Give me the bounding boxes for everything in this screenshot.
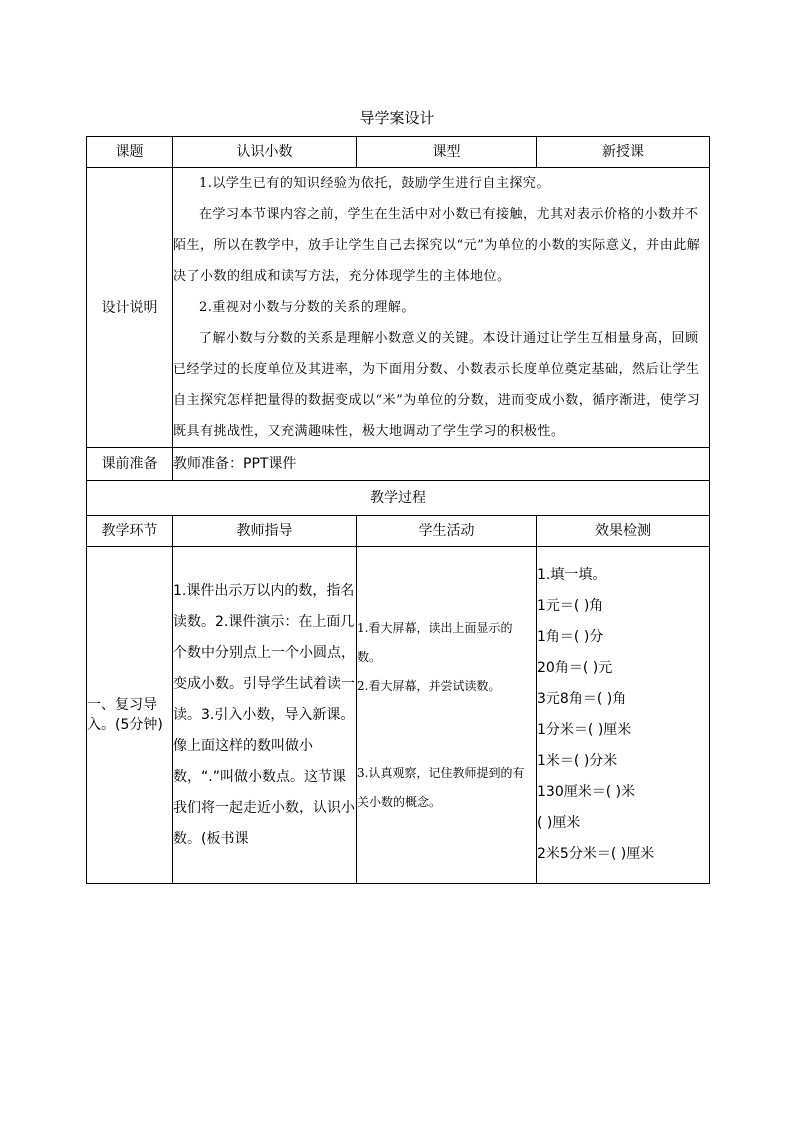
process-row [87, 547, 710, 884]
check-item: 1.填一填。 [537, 567, 607, 583]
check-item: 2米5分米＝( )厘米 [537, 846, 655, 862]
check-item: 3元8角＝( )角 [537, 691, 627, 707]
student-activity-item: 2.看大屏幕，并尝试读数。 [357, 678, 501, 693]
design-paragraph: 了解小数与分数的关系是理解小数意义的关键。本设计通过让学生互相量身高，回顾已经学过的长度单位及其进率，为下面用分数、小数表示长度单位奠定基础，然后让学生自主探究怎样把量得的数据变成以“米”为单位的分数，进而变成小数，循序渐进，使学习既具有挑战性，又充满趣味性，极大地调动了学生学习的积极性。 [173, 331, 701, 439]
column-header-student: 学生活动 [357, 516, 537, 547]
design-explanation [173, 168, 710, 448]
header-row [87, 137, 710, 168]
column-header-teacher: 教师指导 [173, 516, 357, 547]
student-activity-item: 3.认真观察，记住教师提到的有关小数的概念。 [357, 765, 525, 809]
type-value: 新授课 [537, 137, 710, 168]
student-activity-item: 1.看大屏幕，读出上面显示的数。 [357, 620, 513, 664]
teacher-guidance-cell [173, 547, 357, 884]
design-label: 设计说明 [87, 168, 173, 448]
design-row [87, 168, 710, 448]
check-item: ( )厘米 [537, 815, 581, 831]
check-item: 20角＝( )元 [537, 660, 613, 676]
design-paragraph: 1.以学生已有的知识经验为依托，鼓励学生进行自主探究。 [199, 176, 550, 191]
type-label: 课型 [357, 137, 537, 168]
student-activity-cell [357, 547, 537, 884]
check-item: 1米＝( )分米 [537, 753, 618, 769]
check-item: 1分米＝( )厘米 [537, 722, 632, 738]
process-header-row [87, 516, 710, 547]
document-title: 导学案设计 [359, 109, 435, 127]
column-header-check: 效果检测 [537, 516, 710, 547]
topic-value: 认识小数 [173, 137, 357, 168]
check-item: 1元＝( )角 [537, 598, 604, 614]
prep-value: 教师准备：PPT课件 [173, 448, 710, 481]
process-title-row [87, 481, 710, 516]
topic-label: 课题 [87, 137, 173, 168]
prep-row [87, 448, 710, 481]
process-title: 教学过程 [87, 481, 710, 516]
check-item: 130厘米＝( )米 [537, 784, 636, 800]
stage-cell: 一、复习导入。(5分钟) [87, 547, 173, 884]
design-paragraph: 在学习本节课内容之前，学生在生活中对小数已有接触，尤其对表示价格的小数并不陌生，所以在教学中，放手让学生自己去探究以“元”为单位的小数的实际意义，并由此解决了小数的组成和读写方法，充分体现学生的主体地位。 [173, 207, 701, 284]
design-paragraph: 2.重视对小数与分数的关系的理解。 [199, 300, 415, 315]
lesson-plan-table [86, 136, 710, 884]
column-header-stage: 教学环节 [87, 516, 173, 547]
teacher-guidance-text: 1.课件出示万以内的数，指名读数。2.课件演示：在上面几个数中分别点上一个小圆点，变成小数。引导学生试着读一读。3.引入小数，导入新课。像上面这样的数叫做小数，“.”叫做小数点。这节课我们将一起走近小数，认识小数。(板书课 [173, 582, 355, 847]
effect-check-cell [537, 547, 710, 884]
prep-label: 课前准备 [87, 448, 173, 481]
check-item: 1角＝( )分 [537, 629, 604, 645]
